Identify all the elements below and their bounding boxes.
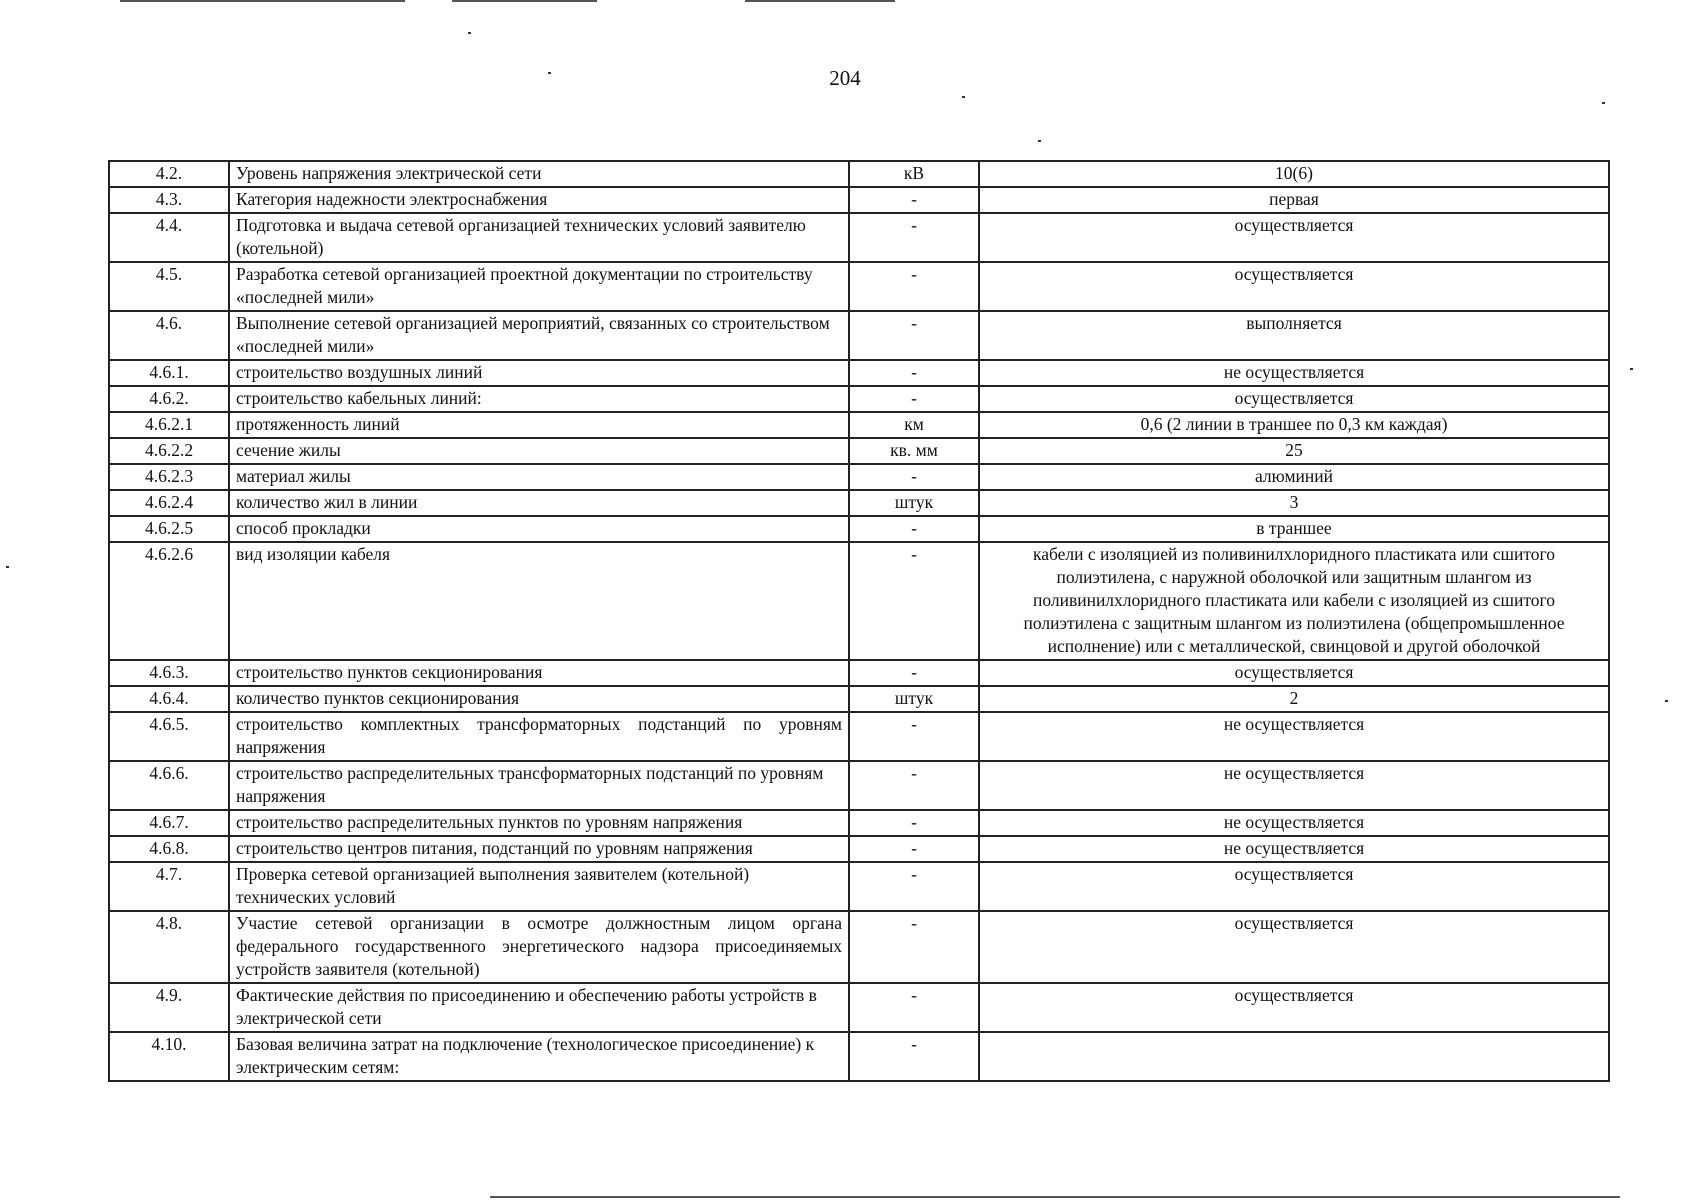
table-row bbox=[109, 464, 1609, 490]
row-number: 4.4. bbox=[109, 213, 229, 262]
row-number: 4.6.3. bbox=[109, 660, 229, 686]
table-row bbox=[109, 262, 1609, 311]
row-number: 4.6.2.3 bbox=[109, 464, 229, 490]
scan-artifact-speck bbox=[962, 96, 965, 98]
row-number: 4.7. bbox=[109, 862, 229, 911]
table-row bbox=[109, 360, 1609, 386]
row-unit: кВ bbox=[849, 161, 979, 187]
row-value: 10(6) bbox=[979, 161, 1609, 187]
row-value: не осуществляется bbox=[979, 810, 1609, 836]
row-number: 4.5. bbox=[109, 262, 229, 311]
row-parameter: материал жилы bbox=[229, 464, 849, 490]
row-parameter: строительство распределительных трансформаторных подстанций по уровням напряжения bbox=[229, 761, 849, 810]
row-parameter: Участие сетевой организации в осмотре должностным лицом органа федерального государственного энергетического надзора присоединяемых устройств заявителя (котельной) bbox=[229, 911, 849, 983]
table-row bbox=[109, 516, 1609, 542]
row-parameter: протяженность линий bbox=[229, 412, 849, 438]
row-number: 4.6.2.4 bbox=[109, 490, 229, 516]
row-value: в траншее bbox=[979, 516, 1609, 542]
row-number: 4.6.2. bbox=[109, 386, 229, 412]
row-value: осуществляется bbox=[979, 213, 1609, 262]
specification-table-body bbox=[109, 161, 1609, 1081]
row-parameter: строительство центров питания, подстанций по уровням напряжения bbox=[229, 836, 849, 862]
row-unit: - bbox=[849, 862, 979, 911]
row-parameter: строительство кабельных линий: bbox=[229, 386, 849, 412]
row-unit: км bbox=[849, 412, 979, 438]
row-parameter: количество пунктов секционирования bbox=[229, 686, 849, 712]
row-number: 4.6.1. bbox=[109, 360, 229, 386]
scan-artifact-line bbox=[120, 0, 405, 2]
row-value: первая bbox=[979, 187, 1609, 213]
row-number: 4.6.8. bbox=[109, 836, 229, 862]
row-value: алюминий bbox=[979, 464, 1609, 490]
row-unit: - bbox=[849, 761, 979, 810]
table-row bbox=[109, 161, 1609, 187]
row-value: не осуществляется bbox=[979, 836, 1609, 862]
row-number: 4.8. bbox=[109, 911, 229, 983]
row-unit: - bbox=[849, 187, 979, 213]
table-row bbox=[109, 686, 1609, 712]
row-number: 4.10. bbox=[109, 1032, 229, 1081]
table-row bbox=[109, 187, 1609, 213]
table-row bbox=[109, 1032, 1609, 1081]
row-unit: - bbox=[849, 213, 979, 262]
row-value: осуществляется bbox=[979, 262, 1609, 311]
row-parameter: Разработка сетевой организацией проектной документации по строительству «последней мили» bbox=[229, 262, 849, 311]
row-parameter: способ прокладки bbox=[229, 516, 849, 542]
row-unit: - bbox=[849, 311, 979, 360]
row-value: 0,6 (2 линии в траншее по 0,3 км каждая) bbox=[979, 412, 1609, 438]
scan-artifact-speck bbox=[1038, 140, 1041, 142]
row-unit: - bbox=[849, 386, 979, 412]
row-unit: - bbox=[849, 836, 979, 862]
row-value: не осуществляется bbox=[979, 761, 1609, 810]
row-parameter: Категория надежности электроснабжения bbox=[229, 187, 849, 213]
scan-artifact-speck bbox=[1665, 700, 1668, 702]
row-parameter: сечение жилы bbox=[229, 438, 849, 464]
row-number: 4.6.2.6 bbox=[109, 542, 229, 660]
row-number: 4.6.4. bbox=[109, 686, 229, 712]
table-row bbox=[109, 810, 1609, 836]
table-row bbox=[109, 311, 1609, 360]
row-unit: - bbox=[849, 712, 979, 761]
row-unit: - bbox=[849, 516, 979, 542]
page-number: 204 bbox=[829, 66, 861, 90]
row-value: 2 bbox=[979, 686, 1609, 712]
row-value: не осуществляется bbox=[979, 360, 1609, 386]
row-value: выполняется bbox=[979, 311, 1609, 360]
row-parameter: Базовая величина затрат на подключение (технологическое присоединение) к электрическим сетям: bbox=[229, 1032, 849, 1081]
row-parameter: строительство пунктов секционирования bbox=[229, 660, 849, 686]
table-row bbox=[109, 660, 1609, 686]
row-unit: штук bbox=[849, 490, 979, 516]
table-row bbox=[109, 761, 1609, 810]
row-parameter: строительство воздушных линий bbox=[229, 360, 849, 386]
table-row bbox=[109, 862, 1609, 911]
row-value: осуществляется bbox=[979, 660, 1609, 686]
row-unit: кв. мм bbox=[849, 438, 979, 464]
table-row bbox=[109, 836, 1609, 862]
row-value bbox=[979, 1032, 1609, 1081]
table-row bbox=[109, 542, 1609, 660]
scan-artifact-speck bbox=[1602, 102, 1605, 104]
row-parameter: строительство распределительных пунктов по уровням напряжения bbox=[229, 810, 849, 836]
row-unit: - bbox=[849, 810, 979, 836]
row-parameter: количество жил в линии bbox=[229, 490, 849, 516]
row-unit: - bbox=[849, 542, 979, 660]
row-unit: - bbox=[849, 464, 979, 490]
row-value: осуществляется bbox=[979, 911, 1609, 983]
row-unit: штук bbox=[849, 686, 979, 712]
row-number: 4.3. bbox=[109, 187, 229, 213]
row-parameter: Выполнение сетевой организацией мероприятий, связанных со строительством «последней мили» bbox=[229, 311, 849, 360]
scan-artifact-line bbox=[745, 0, 895, 2]
row-number: 4.6.2.2 bbox=[109, 438, 229, 464]
row-parameter: Проверка сетевой организацией выполнения заявителем (котельной) технических условий bbox=[229, 862, 849, 911]
row-unit: - bbox=[849, 983, 979, 1032]
table-row bbox=[109, 712, 1609, 761]
row-value: осуществляется bbox=[979, 983, 1609, 1032]
table-row bbox=[109, 911, 1609, 983]
table-row bbox=[109, 438, 1609, 464]
scan-artifact-line bbox=[490, 1196, 1620, 1198]
scan-artifact-speck bbox=[1630, 368, 1633, 370]
row-unit: - bbox=[849, 911, 979, 983]
row-unit: - bbox=[849, 1032, 979, 1081]
scan-artifact-speck bbox=[468, 32, 471, 34]
row-number: 4.6.6. bbox=[109, 761, 229, 810]
row-parameter: Фактические действия по присоединению и обеспечению работы устройств в электрической сети bbox=[229, 983, 849, 1032]
row-parameter: вид изоляции кабеля bbox=[229, 542, 849, 660]
table-row bbox=[109, 983, 1609, 1032]
specification-table bbox=[108, 160, 1610, 1082]
row-value: осуществляется bbox=[979, 386, 1609, 412]
row-parameter: строительство комплектных трансформаторных подстанций по уровням напряжения bbox=[229, 712, 849, 761]
scan-artifact-line bbox=[452, 0, 597, 2]
table-row bbox=[109, 490, 1609, 516]
row-number: 4.6.5. bbox=[109, 712, 229, 761]
row-parameter: Уровень напряжения электрической сети bbox=[229, 161, 849, 187]
row-unit: - bbox=[849, 360, 979, 386]
row-value: 25 bbox=[979, 438, 1609, 464]
row-value: 3 bbox=[979, 490, 1609, 516]
row-unit: - bbox=[849, 660, 979, 686]
row-number: 4.6.7. bbox=[109, 810, 229, 836]
table-row bbox=[109, 386, 1609, 412]
table-row bbox=[109, 213, 1609, 262]
row-parameter: Подготовка и выдача сетевой организацией технических условий заявителю (котельной) bbox=[229, 213, 849, 262]
row-unit: - bbox=[849, 262, 979, 311]
row-number: 4.6.2.5 bbox=[109, 516, 229, 542]
row-value: не осуществляется bbox=[979, 712, 1609, 761]
row-number: 4.9. bbox=[109, 983, 229, 1032]
table-row bbox=[109, 412, 1609, 438]
row-number: 4.2. bbox=[109, 161, 229, 187]
scan-artifact-speck bbox=[6, 566, 9, 568]
row-value: кабели с изоляцией из поливинилхлоридного пластиката или сшитого полиэтилена, с наружной оболочкой или защитным шлангом из поливинилхлоридного пластиката или кабели с изоляцией из сшитого полиэтилена с защитным шлангом из полиэтилена (общепромышленное исполнение) или с металлической, свинцовой и другой оболочкой bbox=[979, 542, 1609, 660]
row-number: 4.6.2.1 bbox=[109, 412, 229, 438]
row-value: осуществляется bbox=[979, 862, 1609, 911]
row-number: 4.6. bbox=[109, 311, 229, 360]
